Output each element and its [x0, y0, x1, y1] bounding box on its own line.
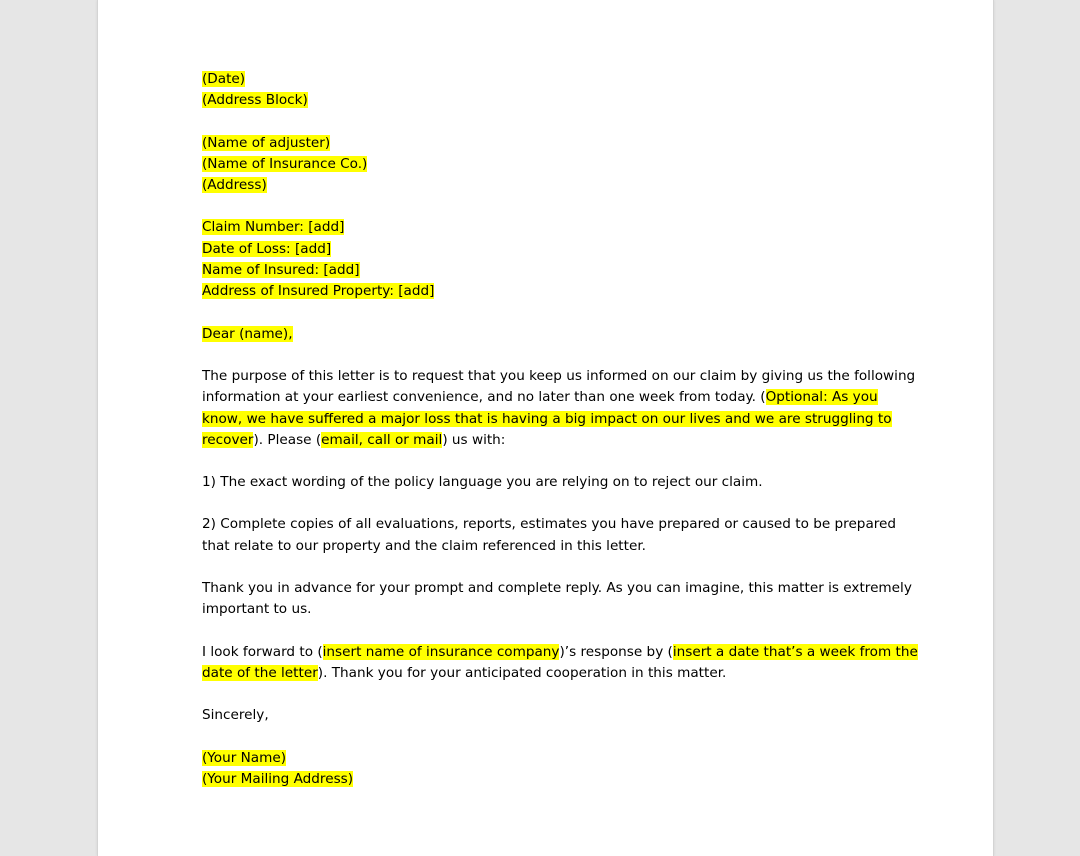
- thanks-line-2: important to us.: [202, 601, 312, 618]
- optional-note-end: recover: [202, 431, 254, 448]
- header-block: [202, 69, 902, 112]
- intro-us-with-text: ) us with:: [442, 431, 506, 448]
- optional-note-middle: know, we have suffered a major loss that is having a big impact on our lives and we are struggling to: [202, 410, 892, 427]
- intro-line-2-text: information at your earliest convenience, and no later than one week from today. (: [202, 389, 766, 406]
- closing-text-3: ). Thank you for your anticipated cooperation in this matter.: [317, 664, 727, 681]
- closing-paragraph: [202, 642, 918, 685]
- insurer-name-placeholder: (Name of Insurance Co.): [202, 155, 368, 172]
- date-of-loss-line: Date of Loss: [add]: [202, 240, 332, 257]
- request-item-1: [202, 472, 902, 493]
- thanks-paragraph: [202, 578, 912, 621]
- recipient-block: [202, 133, 902, 197]
- intro-paragraph: [202, 366, 916, 451]
- document-page[interactable]: [97, 0, 994, 856]
- insurance-company-placeholder: insert name of insurance company: [322, 643, 560, 660]
- request-item-2: [202, 514, 902, 557]
- claim-number-line: Claim Number: [add]: [202, 219, 345, 236]
- adjuster-name-placeholder: (Name of adjuster): [202, 134, 331, 151]
- insured-property-address-line: Address of Insured Property: [add]: [202, 283, 435, 300]
- request-item-2-line-1: 2) Complete copies of all evaluations, reports, estimates you have prepared or caused to be prepared: [202, 516, 897, 533]
- response-date-placeholder-end: date of the letter: [202, 664, 318, 681]
- contact-method-placeholder: email, call or mail: [321, 431, 443, 448]
- request-item-2-line-2: that relate to our property and the claim referenced in this letter.: [202, 537, 646, 554]
- salutation: Dear (name),: [202, 325, 293, 342]
- signature-block: [202, 748, 902, 791]
- thanks-line-1: Thank you in advance for your prompt and complete reply. As you can imagine, this matter is extremely: [202, 580, 912, 597]
- claim-details-block: [202, 217, 902, 302]
- address-block-placeholder: (Address Block): [202, 92, 308, 109]
- closing-text-1: I look forward to (: [202, 643, 323, 660]
- signoff: Sincerely,: [202, 707, 269, 724]
- response-date-placeholder-start: insert a date that’s a week from the: [672, 643, 918, 660]
- intro-please-text: ). Please (: [253, 431, 322, 448]
- your-name-placeholder: (Your Name): [202, 749, 287, 766]
- letter-body[interactable]: [202, 69, 918, 811]
- name-of-insured-line: Name of Insured: [add]: [202, 262, 360, 279]
- date-placeholder: (Date): [202, 71, 246, 87]
- intro-line-1: The purpose of this letter is to request that you keep us informed on our claim by giving us the following: [202, 367, 916, 384]
- mailing-address-placeholder: (Your Mailing Address): [202, 770, 354, 787]
- salutation-block: [202, 324, 902, 345]
- closing-text-2: )’s response by (: [559, 643, 673, 660]
- recipient-address-placeholder: (Address): [202, 177, 267, 194]
- signoff-block: [202, 705, 902, 726]
- request-item-1-text: 1) The exact wording of the policy language you are relying on to reject our claim.: [202, 474, 763, 491]
- optional-note-start: Optional: As you: [765, 389, 878, 406]
